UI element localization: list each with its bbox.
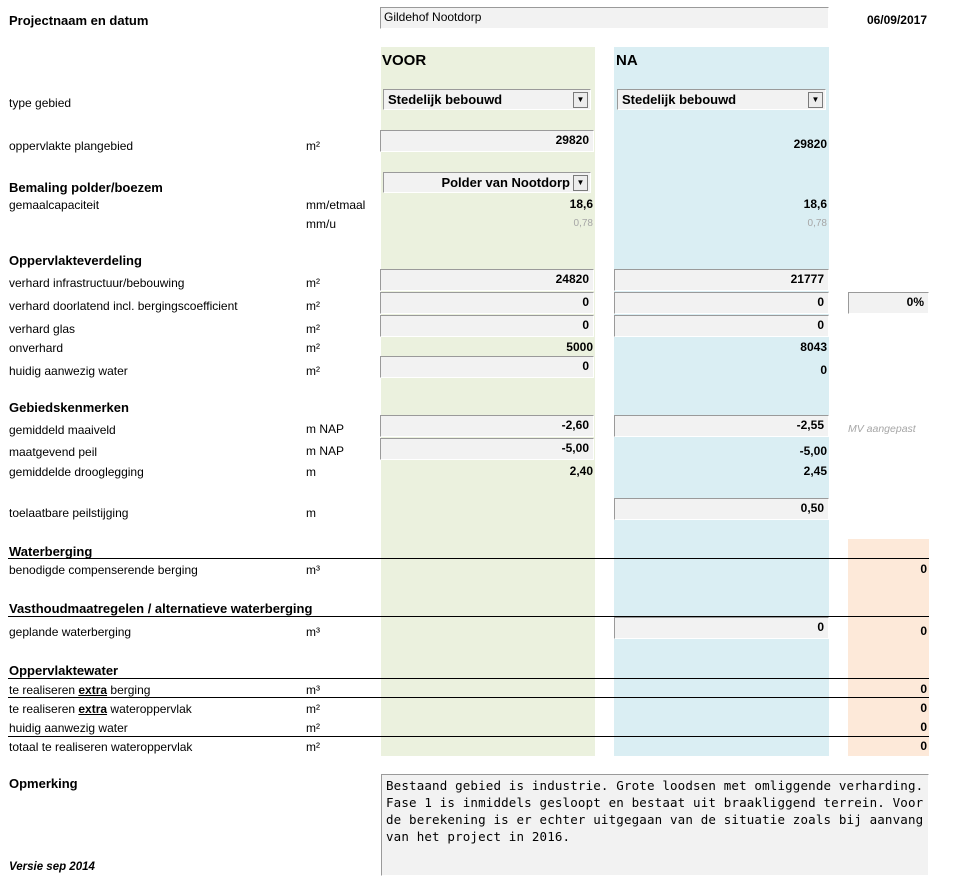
extra-berging-unit: m³: [306, 683, 320, 697]
type-gebied-voor-value: Stedelijk bebouwd: [388, 92, 503, 107]
verhard-doorlatend-percentage-input[interactable]: 0%: [848, 292, 929, 314]
project-name-input[interactable]: Gildehof Nootdorp: [380, 7, 829, 29]
compenserende-berging-label: benodigde compenserende berging: [9, 563, 198, 577]
project-label: Projectnaam en datum: [9, 13, 149, 28]
extra-wateroppervlak-result: 0: [920, 701, 927, 715]
gebiedskenmerken-header: Gebiedskenmerken: [9, 400, 129, 415]
verhard-glas-unit: m²: [306, 322, 320, 336]
verhard-glas-na-input[interactable]: 0: [614, 315, 829, 337]
verhard-doorlatend-unit: m²: [306, 299, 320, 313]
chevron-down-icon[interactable]: ▼: [573, 92, 588, 108]
extra-berging-label-pre: te realiseren: [9, 683, 79, 697]
drooglegging-unit: m: [306, 465, 316, 479]
type-gebied-voor-select[interactable]: [383, 89, 591, 110]
verhard-doorlatend-label: verhard doorlatend incl. bergingscoefficient: [9, 299, 238, 313]
extra-berging-label-post: berging: [107, 683, 151, 697]
divider: [8, 558, 929, 559]
type-gebied-label: type gebied: [9, 96, 72, 110]
mmu-unit: mm/u: [306, 217, 336, 231]
chevron-down-icon[interactable]: ▼: [573, 175, 588, 191]
drooglegging-label: gemiddelde drooglegging: [9, 465, 144, 479]
bemaling-header: Bemaling polder/boezem: [9, 180, 163, 195]
oppervlakteverdeling-header: Oppervlakteverdeling: [9, 253, 142, 268]
na-column-background: [614, 47, 829, 756]
huidig-water-label: huidig aanwezig water: [9, 364, 128, 378]
mmu-voor-value: 0,78: [573, 218, 593, 229]
divider: [8, 697, 929, 698]
extra-wateroppervlak-label-post: wateroppervlak: [107, 702, 192, 716]
maaiveld-label: gemiddeld maaiveld: [9, 423, 116, 437]
verhard-glas-voor-input[interactable]: 0: [380, 315, 594, 337]
mmu-na-value: 0,78: [807, 218, 827, 229]
onverhard-label: onverhard: [9, 341, 64, 355]
gemaal-voor-value: 18,6: [569, 197, 593, 211]
totaal-wateroppervlak-label: totaal te realiseren wateroppervlak: [9, 740, 193, 754]
maaiveld-na-input[interactable]: -2,55: [614, 415, 829, 437]
gemaal-label: gemaalcapaciteit: [9, 198, 100, 212]
extra-wateroppervlak-unit: m²: [306, 702, 320, 716]
peil-label: maatgevend peil: [9, 445, 98, 459]
divider: [8, 678, 929, 679]
peilstijging-unit: m: [306, 506, 316, 520]
verhard-infra-na-input[interactable]: 21777: [614, 269, 829, 291]
totaal-wateroppervlak-result: 0: [920, 739, 927, 753]
verhard-glas-label: verhard glas: [9, 322, 76, 336]
huidig-water-ow-result: 0: [920, 720, 927, 734]
verhard-doorlatend-na-input[interactable]: 0: [614, 292, 829, 314]
versie-label: Versie sep 2014: [9, 861, 95, 873]
vasthoud-header: Vasthoudmaatregelen / alternatieve waterberging: [9, 601, 313, 616]
opmerking-textarea[interactable]: Bestaand gebied is industrie. Grote loodsen met omliggende verharding. Fase 1 is inmiddels gesloopt en bestaat uit braakliggend terrein. Voor de berekening is er echter uitgegaan van de situatie zoals bij aanvang van het project in 2016.: [381, 774, 929, 876]
oppervlakte-unit: m²: [306, 139, 320, 153]
extra-wateroppervlak-label-bold: extra: [78, 702, 108, 716]
oppervlakte-na-value: 29820: [793, 137, 827, 151]
na-header: NA: [616, 52, 638, 69]
oppervlakte-voor-input[interactable]: 29820: [380, 130, 594, 152]
peilstijging-label: toelaatbare peilstijging: [9, 506, 129, 520]
bemaling-select[interactable]: [383, 172, 591, 193]
voor-header: VOOR: [382, 52, 427, 69]
drooglegging-na-value: 2,45: [803, 464, 827, 478]
huidig-water-unit: m²: [306, 364, 320, 378]
divider: [8, 736, 929, 737]
peil-na-value: -5,00: [799, 444, 827, 458]
verhard-doorlatend-voor-input[interactable]: 0: [380, 292, 594, 314]
extra-berging-result: 0: [920, 682, 927, 696]
maaiveld-voor-input[interactable]: -2,60: [380, 415, 594, 437]
drooglegging-voor-value: 2,40: [569, 464, 593, 478]
extra-wateroppervlak-label: [9, 702, 192, 716]
geplande-berging-na-input[interactable]: 0: [614, 617, 829, 639]
maaiveld-unit: m NAP: [306, 422, 345, 436]
onverhard-unit: m²: [306, 341, 320, 355]
peil-unit: m NAP: [306, 444, 345, 458]
oppervlakte-label: oppervlakte plangebied: [9, 139, 134, 153]
verhard-infra-unit: m²: [306, 276, 320, 290]
huidig-water-ow-unit: m²: [306, 721, 320, 735]
gemaal-na-value: 18,6: [803, 197, 827, 211]
huidig-water-voor-input[interactable]: 0: [380, 356, 594, 378]
project-date[interactable]: 06/09/2017: [866, 13, 927, 27]
onverhard-voor-value: 5000: [566, 340, 593, 354]
huidig-water-ow-label: huidig aanwezig water: [9, 721, 128, 735]
verhard-infra-voor-input[interactable]: 24820: [380, 269, 594, 291]
bemaling-value: Polder van Nootdorp: [441, 175, 570, 190]
chevron-down-icon[interactable]: ▼: [808, 92, 823, 108]
compenserende-berging-unit: m³: [306, 563, 320, 577]
extra-berging-label: [9, 683, 150, 697]
opmerking-label: Opmerking: [9, 776, 78, 791]
oppervlaktewater-header: Oppervlaktewater: [9, 663, 119, 678]
maaiveld-note: MV aangepast: [848, 423, 916, 435]
voor-column-background: [381, 47, 595, 756]
peil-voor-input[interactable]: -5,00: [380, 438, 594, 460]
onverhard-na-value: 8043: [800, 340, 827, 354]
geplande-berging-label: geplande waterberging: [9, 625, 132, 639]
geplande-berging-result: 0: [920, 624, 927, 638]
extra-wateroppervlak-label-pre: te realiseren: [9, 702, 79, 716]
huidig-water-na-value: 0: [820, 363, 827, 377]
peilstijging-na-input[interactable]: 0,50: [614, 498, 829, 520]
gemaal-unit: mm/etmaal: [306, 198, 366, 212]
waterberging-header: Waterberging: [9, 544, 93, 559]
extra-berging-label-bold: extra: [78, 683, 108, 697]
geplande-berging-unit: m³: [306, 625, 320, 639]
totaal-wateroppervlak-unit: m²: [306, 740, 320, 754]
type-gebied-na-value: Stedelijk bebouwd: [622, 92, 737, 107]
compenserende-berging-result: 0: [920, 562, 927, 576]
type-gebied-na-select[interactable]: [617, 89, 826, 110]
verhard-infra-label: verhard infrastructuur/bebouwing: [9, 276, 185, 290]
